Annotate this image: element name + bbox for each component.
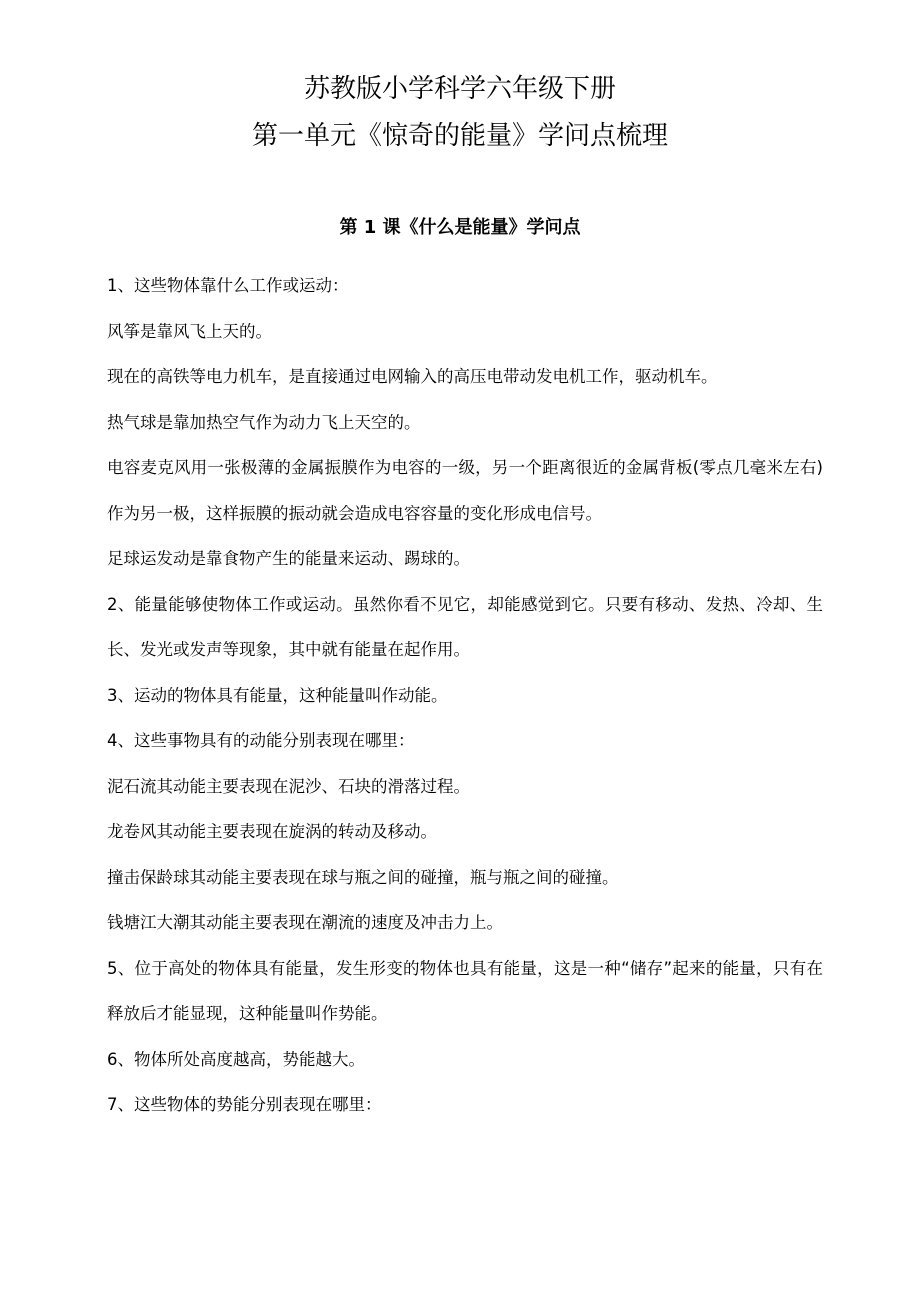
paragraph-11: 龙卷风其动能主要表现在旋涡的转动及移动。 (107, 822, 437, 841)
paragraph-13: 钱塘江大潮其动能主要表现在潮流的速度及冲击力上。 (107, 913, 503, 932)
paragraph-6: 足球运发动是靠食物产生的能量来运动、踢球的。 (107, 549, 470, 568)
paragraph-4: 热气球是靠加热空气作为动力飞上天空的。 (107, 412, 421, 432)
paragraph-16: 7、这些物体的势能分别表现在哪里： (107, 1095, 382, 1114)
paragraph-2: 风筝是靠风飞上天的。 (107, 321, 272, 341)
paragraph-14: 5、位于高处的物体具有能量，发生形变的物体也具有能量，这是一种“储存”起来的能量，只有在释放后才能显现，这种能量叫作势能。 (107, 958, 823, 1023)
body-text (107, 263, 823, 1128)
title-line-2: 第一单元《惊奇的能量》学问点梳理 (251, 121, 668, 151)
lesson-heading: 第 1 课《什么是能量》学问点 (339, 217, 581, 238)
paragraph-7: 2、能量能够使物体工作或运动。虽然你看不见它，却能感觉到它。只要有移动、发热、冷却、生长、发光或发声等现象，其中就有能量在起作用。 (107, 594, 823, 659)
paragraph-8: 3、运动的物体具有能量，这种能量叫作动能。 (107, 685, 448, 705)
paragraph-5: 电容麦克风用一张极薄的金属振膜作为电容的一级，另一个距离很近的金属背板(零点几毫米左右)作为另一极，这样振膜的振动就会造成电容容量的变化形成电信号。 (107, 458, 823, 523)
paragraph-9: 4、这些事物具有的动能分别表现在哪里： (107, 731, 415, 750)
paragraph-15: 6、物体所处高度越高，势能越大。 (107, 1049, 365, 1069)
document-title (0, 66, 920, 160)
paragraph-12: 撞击保龄球其动能主要表现在球与瓶之间的碰撞，瓶与瓶之间的碰撞。 (107, 867, 619, 887)
title-line-1: 苏教版小学科学六年级下册 (303, 74, 616, 104)
paragraph-1: 1、这些物体靠什么工作或运动： (107, 276, 349, 295)
paragraph-10: 泥石流其动能主要表现在泥沙、石块的滑落过程。 (107, 776, 470, 796)
paragraph-3: 现在的高铁等电力机车，是直接通过电网输入的高压电带动发电机工作，驱动机车。 (107, 367, 718, 386)
